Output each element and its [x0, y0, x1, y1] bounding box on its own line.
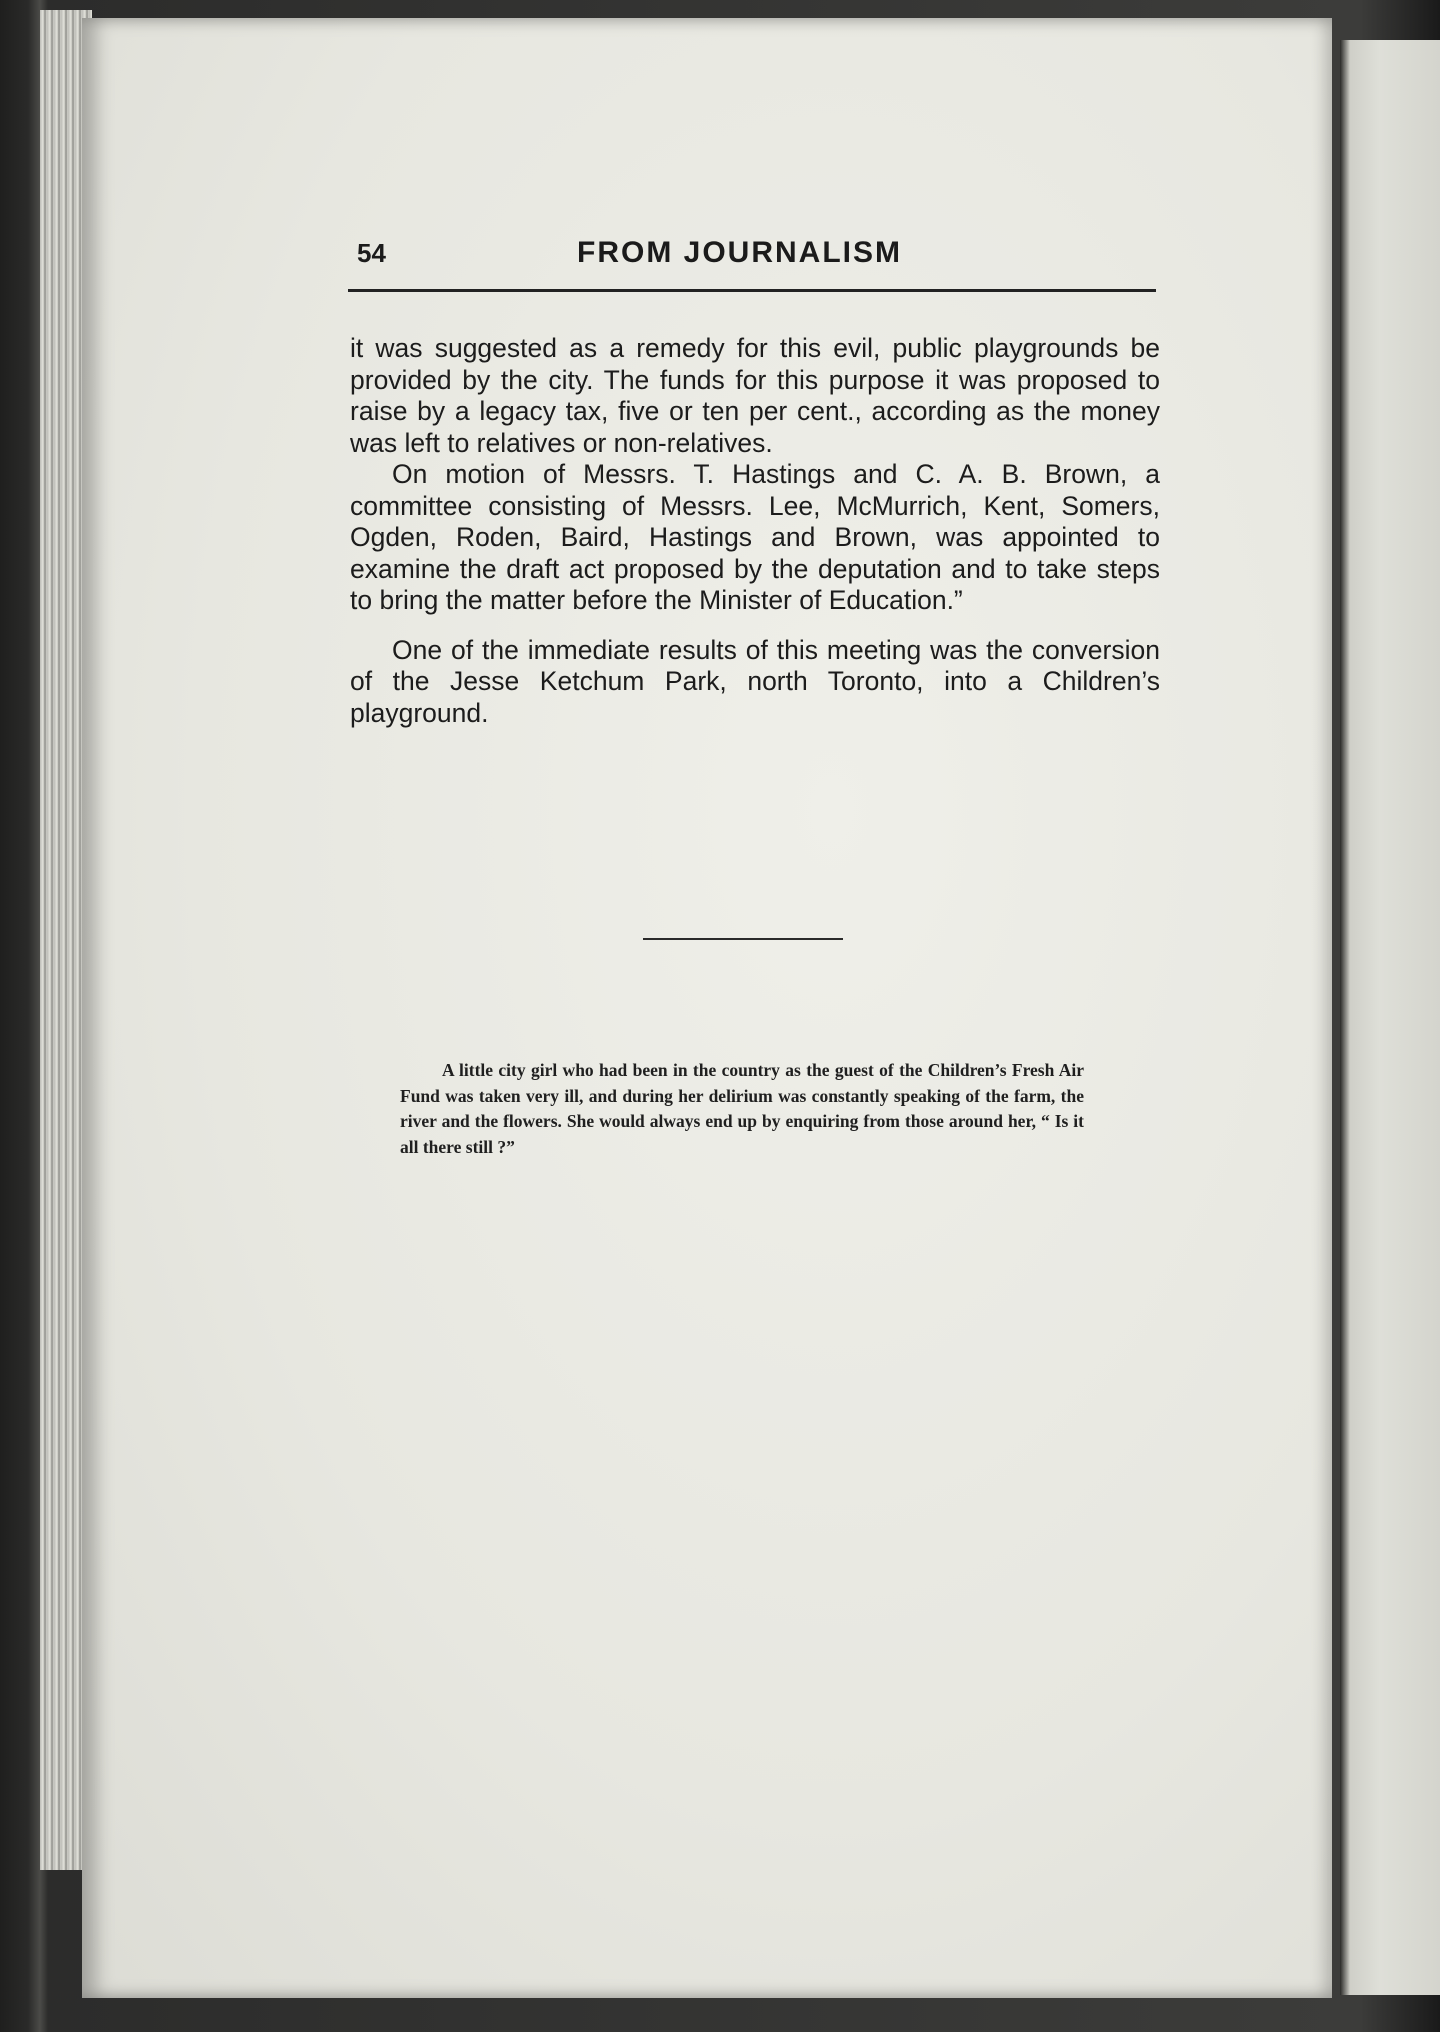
facing-page — [1340, 40, 1440, 1995]
paragraph-results: One of the immediate results of this meeting was the conversion of the Jesse Ketchum Park, north Toronto, into a Children’s playground. — [350, 634, 1160, 728]
paragraph-continuation: it was suggested as a remedy for this evil, public playgrounds be provided by the city. The funds for this purpose it was proposed to raise by a legacy tax, five or ten per cent., according as the money was left to relatives or non-relatives. — [350, 333, 1160, 458]
body-text — [350, 333, 1160, 729]
footnote — [400, 1058, 1084, 1160]
footnote-text: A little city girl who had been in the country as the guest of the Children’s Fresh Air Fund was taken very ill, and during her delirium was constantly speaking of the farm, the river and the flowers. She would always end up by enquiring from those around her, “ Is it all there still ?” — [400, 1060, 1084, 1157]
paragraph-motion: On motion of Messrs. T. Hastings and C. A. B. Brown, a committee consisting of Messrs. Lee, McMurrich, Kent, Somers, Ogden, Roden, Baird, Hastings and Brown, was appointed to examine the draft act proposed by the deputation and to take steps to bring the matter before the Minister of Education.” — [350, 459, 1160, 615]
book-page — [82, 18, 1332, 1998]
section-rule — [643, 938, 843, 940]
page-header — [355, 236, 1155, 276]
page-number: 54 — [357, 238, 386, 268]
header-rule — [348, 289, 1156, 292]
running-head: FROM JOURNALISM — [577, 236, 902, 269]
